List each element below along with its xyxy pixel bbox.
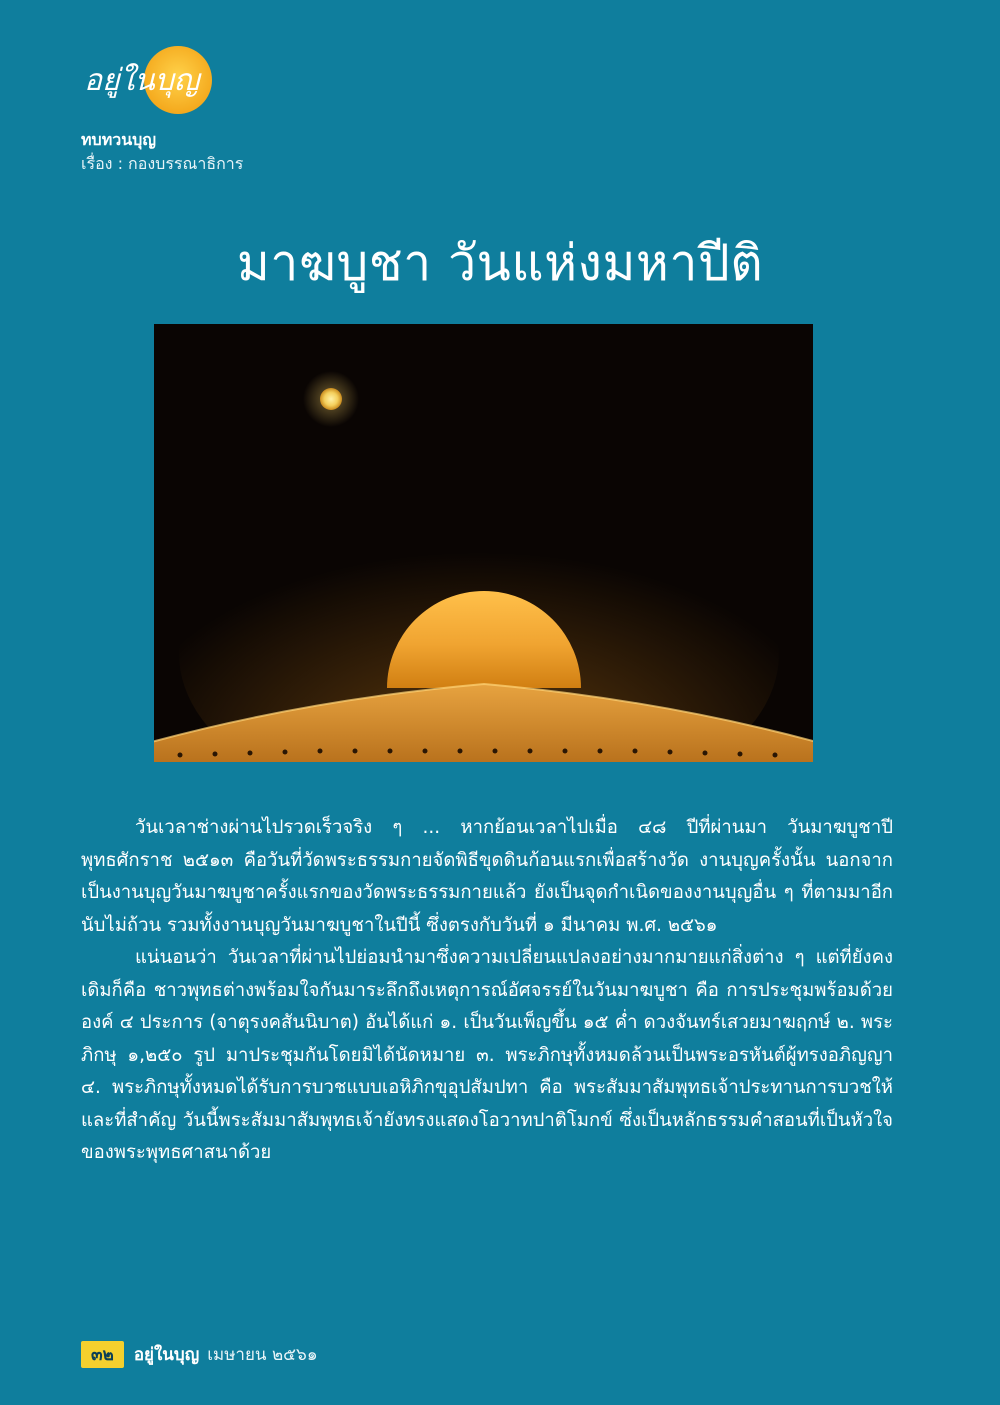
page-number: ๓๒ <box>81 1341 124 1368</box>
full-moon-icon <box>303 371 359 427</box>
logo-wordmark: อยู่ในบุญ <box>84 63 200 98</box>
page-footer <box>81 1341 318 1367</box>
issue-date: เมษายน ๒๕๖๑ <box>207 1344 318 1365</box>
article-photo <box>154 324 813 762</box>
paragraph: แน่นอนว่า วันเวลาที่ผ่านไปย่อมนำมาซึ่งความเปลี่ยนแปลงอย่างมากมายแก่สิ่งต่าง ๆ แต่ที่ยังคงเดิมก็คือ ชาวพุทธต่างพร้อมใจกันมาระลึกถึงเหตุการณ์อัศจรรย์ในวันมาฆบูชา คือ การประชุมพร้อมด้วยองค์ ๔ ประการ (จาตุรงคสันนิบาต) อันได้แก่ ๑. เป็นวันเพ็ญขึ้น ๑๕ ค่ำ ดวงจันทร์เสวยมาฆฤกษ์ ๒. พระภิกษุ ๑,๒๕๐ รูป มาประชุมกันโดยมิได้นัดหมาย ๓. พระภิกษุทั้งหมดล้วนเป็นพระอรหันต์ผู้ทรงอภิญญา ๔. พระภิกษุทั้งหมดได้รับการบวชแบบเอหิภิกขุอุปสัมปทา คือ พระสัมมาสัมพุทธเจ้าประทานการบวชให้ และที่สำคัญ วันนี้พระสัมมาสัมพุทธเจ้ายังทรงแสดงโอวาทปาติโมกข์ ซึ่งเป็นหลักธรรมคำสอนที่เป็นหัวใจของพระพุทธศาสนาด้วย <box>81 947 893 1163</box>
paragraph: วันเวลาช่างผ่านไปรวดเร็วจริง ๆ ... หากย้อนเวลาไปเมื่อ ๔๘ ปีที่ผ่านมา วันมาฆบูชาปีพุทธศักราช ๒๕๑๓ คือวันที่วัดพระธรรมกายจัดพิธีขุดดินก้อนแรกเพื่อสร้างวัด งานบุญครั้งนั้น นอกจากเป็นงานบุญวันมาฆบูชาครั้งแรกของวัดพระธรรมกายแล้ว ยังเป็นจุดกำเนิดของงานบุญอื่น ๆ ที่ตามมาอีกนับไม่ถ้วน รวมทั้งงานบุญวันมาฆบูชาในปีนี้ ซึ่งตรงกับวันที่ ๑ มีนาคม พ.ศ. ๒๕๖๑ <box>81 817 893 936</box>
article-title: มาฆบูชา วันแห่งมหาปีติ <box>236 233 764 292</box>
byline: เรื่อง : กองบรรณาธิการ <box>81 154 244 173</box>
magazine-logo <box>78 46 228 116</box>
section-label: ทบทวนบุญ <box>81 130 156 149</box>
article-body <box>81 812 893 1170</box>
magazine-name: อยู่ในบุญ <box>133 1344 200 1365</box>
